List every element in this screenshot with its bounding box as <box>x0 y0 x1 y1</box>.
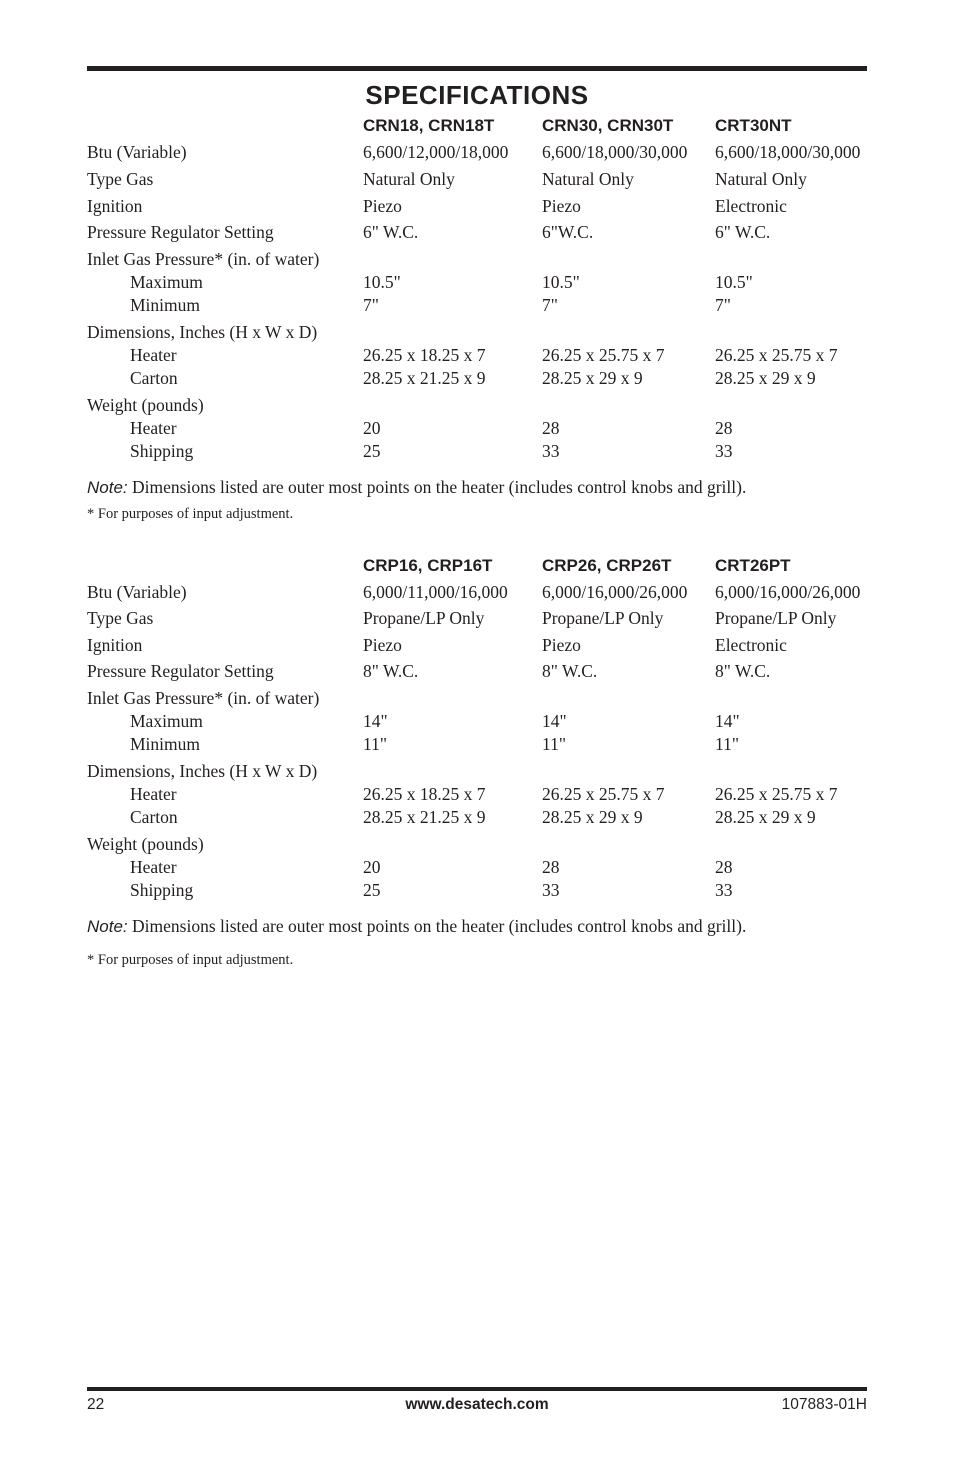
cell: 6"W.C. <box>542 222 594 242</box>
row-label: Maximum <box>130 272 203 292</box>
spec-row <box>87 169 887 191</box>
cell: 33 <box>542 441 560 461</box>
note-text: Dimensions listed are outer most points on the heater (includes control knobs and grill). <box>127 477 747 497</box>
spec-row <box>87 249 887 271</box>
document-number: 107883-01H <box>781 1396 867 1413</box>
cell: 10.5" <box>715 272 753 292</box>
footnote: * For purposes of input adjustment. <box>87 506 294 522</box>
cell: 6,000/11,000/16,000 <box>363 582 508 602</box>
cell: 7" <box>715 295 731 315</box>
row-label: Heater <box>130 418 177 438</box>
cell: 11" <box>715 734 739 754</box>
cell: Piezo <box>363 635 402 655</box>
spec-row <box>87 857 887 879</box>
spec-row <box>87 880 887 902</box>
cell: 26.25 x 25.75 x 7 <box>715 784 838 804</box>
row-label: Weight (pounds) <box>87 834 204 854</box>
cell: Propane/LP Only <box>363 608 485 628</box>
row-label: Minimum <box>130 734 201 754</box>
model-header: CRP16, CRP16T <box>363 556 493 575</box>
cell: 26.25 x 25.75 x 7 <box>715 345 838 365</box>
cell: Natural Only <box>363 169 455 189</box>
cell: Electronic <box>715 196 787 216</box>
cell: 26.25 x 25.75 x 7 <box>542 345 665 365</box>
cell: 11" <box>363 734 387 754</box>
bottom-rule <box>87 1387 867 1391</box>
cell: 14" <box>715 711 740 731</box>
spec-row <box>87 807 887 829</box>
cell: 28 <box>715 418 733 438</box>
cell: 33 <box>715 880 733 900</box>
cell: Natural Only <box>715 169 807 189</box>
cell: 7" <box>363 295 379 315</box>
cell: 28.25 x 29 x 9 <box>715 807 816 827</box>
cell: 26.25 x 18.25 x 7 <box>363 345 486 365</box>
cell: 6" W.C. <box>715 222 771 242</box>
cell: 28.25 x 29 x 9 <box>542 368 643 388</box>
row-label: Inlet Gas Pressure* (in. of water) <box>87 249 320 269</box>
row-label: Pressure Regulator Setting <box>87 222 274 242</box>
cell: Natural Only <box>542 169 634 189</box>
row-label: Carton <box>130 807 178 827</box>
spec-row <box>87 345 887 367</box>
spec-row <box>87 368 887 390</box>
row-label: Shipping <box>130 880 194 900</box>
cell: 10.5" <box>542 272 580 292</box>
model-header: CRP26, CRP26T <box>542 556 672 575</box>
spec-row <box>87 582 887 604</box>
spec-row <box>87 142 887 164</box>
cell: Propane/LP Only <box>715 608 837 628</box>
cell: 33 <box>542 880 560 900</box>
cell: 8" W.C. <box>542 661 598 681</box>
spec-row <box>87 418 887 440</box>
note-text: Dimensions listed are outer most points on the heater (includes control knobs and grill). <box>127 916 747 936</box>
cell: 14" <box>363 711 388 731</box>
row-label: Btu (Variable) <box>87 142 187 162</box>
cell: 28 <box>715 857 733 877</box>
row-label: Dimensions, Inches (H x W x D) <box>87 761 318 781</box>
model-header: CRN30, CRN30T <box>542 116 674 135</box>
note <box>87 477 746 498</box>
row-label: Maximum <box>130 711 203 731</box>
row-label: Btu (Variable) <box>87 582 187 602</box>
cell: 6,600/18,000/30,000 <box>542 142 688 162</box>
cell: Piezo <box>542 635 581 655</box>
model-header-row <box>87 556 887 578</box>
cell: 28 <box>542 857 560 877</box>
cell: 14" <box>542 711 567 731</box>
cell: Piezo <box>363 196 402 216</box>
cell: 26.25 x 25.75 x 7 <box>542 784 665 804</box>
spec-row <box>87 395 887 417</box>
row-label: Inlet Gas Pressure* (in. of water) <box>87 688 320 708</box>
page-title: SPECIFICATIONS <box>365 80 589 110</box>
row-label: Minimum <box>130 295 201 315</box>
page-number: 22 <box>87 1396 105 1413</box>
cell: 20 <box>363 418 381 438</box>
spec-row <box>87 222 887 244</box>
cell: Piezo <box>542 196 581 216</box>
note-label: Note: <box>87 917 128 936</box>
model-header: CRN18, CRN18T <box>363 116 495 135</box>
cell: 6,600/18,000/30,000 <box>715 142 861 162</box>
spec-row <box>87 784 887 806</box>
row-label: Type Gas <box>87 608 154 628</box>
cell: 8" W.C. <box>715 661 771 681</box>
cell: Propane/LP Only <box>542 608 664 628</box>
row-label: Pressure Regulator Setting <box>87 661 274 681</box>
cell: Electronic <box>715 635 787 655</box>
cell: 28.25 x 21.25 x 9 <box>363 368 486 388</box>
spec-row <box>87 688 887 710</box>
row-label: Ignition <box>87 635 143 655</box>
cell: 20 <box>363 857 381 877</box>
row-label: Type Gas <box>87 169 154 189</box>
cell: 11" <box>542 734 566 754</box>
footnote: * For purposes of input adjustment. <box>87 952 294 968</box>
row-label: Ignition <box>87 196 143 216</box>
spec-row <box>87 441 887 463</box>
cell: 8" W.C. <box>363 661 419 681</box>
model-header-row <box>87 116 887 138</box>
note-label: Note: <box>87 478 128 497</box>
cell: 25 <box>363 880 381 900</box>
row-label: Carton <box>130 368 178 388</box>
website-link[interactable]: www.desatech.com <box>405 1396 549 1413</box>
cell: 10.5" <box>363 272 401 292</box>
spec-row <box>87 711 887 733</box>
top-rule <box>87 66 867 71</box>
spec-row <box>87 295 887 317</box>
spec-row <box>87 196 887 218</box>
cell: 33 <box>715 441 733 461</box>
cell: 28.25 x 21.25 x 9 <box>363 807 486 827</box>
spec-table-propane <box>87 555 887 905</box>
cell: 6,600/12,000/18,000 <box>363 142 509 162</box>
spec-row <box>87 734 887 756</box>
cell: 25 <box>363 441 381 461</box>
note <box>87 916 746 937</box>
model-header: CRT30NT <box>715 116 792 135</box>
cell: 28.25 x 29 x 9 <box>715 368 816 388</box>
row-label: Weight (pounds) <box>87 395 204 415</box>
row-label: Heater <box>130 857 177 877</box>
row-label: Heater <box>130 345 177 365</box>
cell: 6,000/16,000/26,000 <box>542 582 688 602</box>
spec-row <box>87 661 887 683</box>
spec-row <box>87 322 887 344</box>
cell: 26.25 x 18.25 x 7 <box>363 784 486 804</box>
spec-row <box>87 761 887 783</box>
cell: 28 <box>542 418 560 438</box>
spec-row <box>87 608 887 630</box>
cell: 6,000/16,000/26,000 <box>715 582 861 602</box>
row-label: Shipping <box>130 441 194 461</box>
spec-table-natural <box>87 115 887 465</box>
row-label: Dimensions, Inches (H x W x D) <box>87 322 318 342</box>
model-header: CRT26PT <box>715 556 791 575</box>
cell: 28.25 x 29 x 9 <box>542 807 643 827</box>
row-label: Heater <box>130 784 177 804</box>
spec-row <box>87 635 887 657</box>
spec-row <box>87 834 887 856</box>
cell: 6" W.C. <box>363 222 419 242</box>
cell: 7" <box>542 295 558 315</box>
spec-row <box>87 272 887 294</box>
